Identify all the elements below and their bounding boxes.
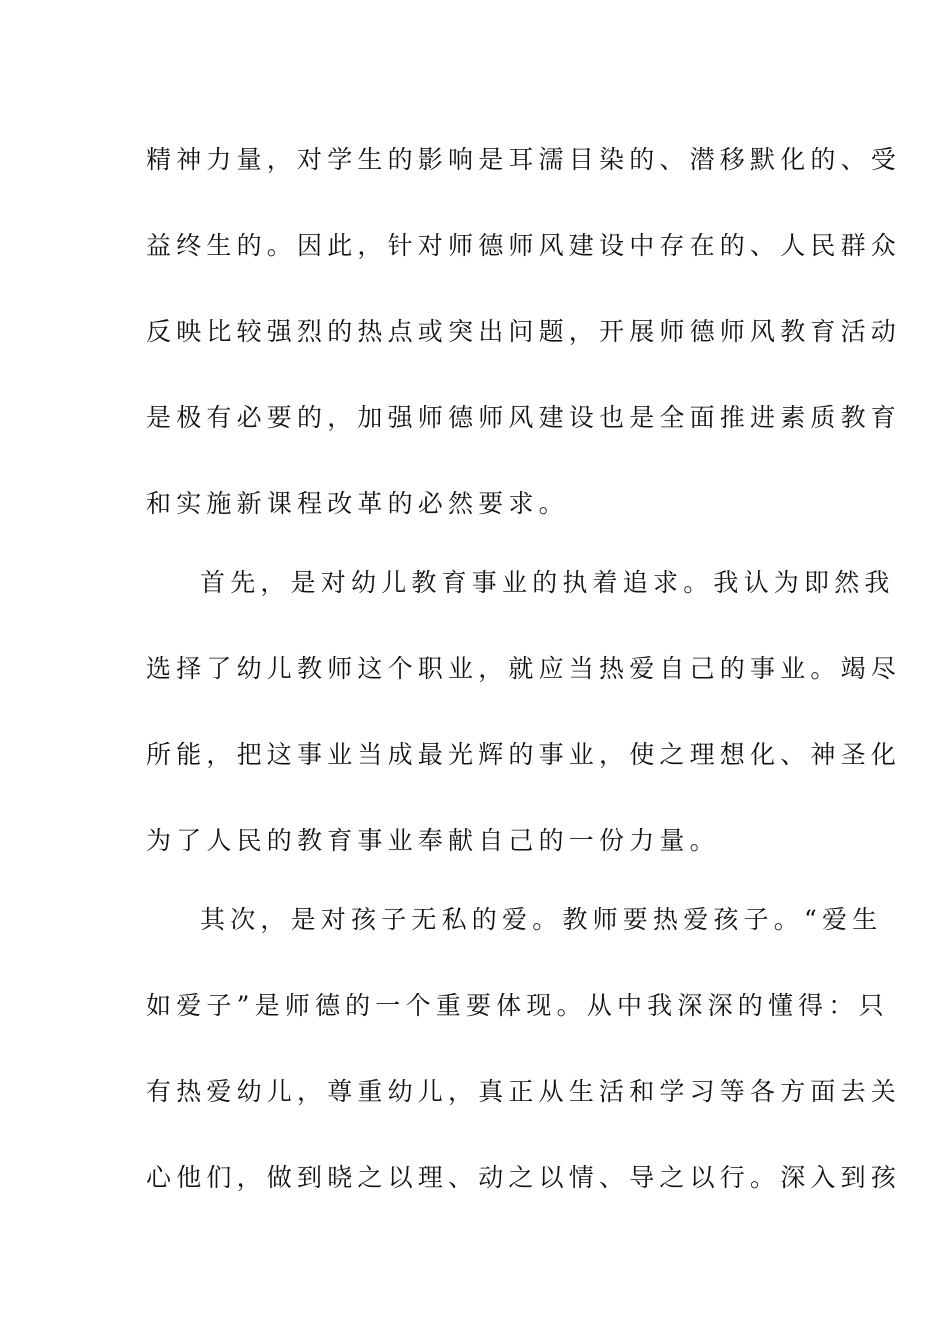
paragraph-first-line: 其次，是对孩子无私的爱。教师要热爱孩子。“爱生 [200,905,883,934]
text-line: 精神力量，对学生的影响是耳濡目染的、潜移默化的、受 [146,145,902,174]
text-line: 选择了幼儿教师这个职业，就应当热爱自己的事业。竭尽 [146,654,902,683]
text-line: 和实施新课程改革的必然要求。 [146,489,569,518]
text-line: 益终生的。因此，针对师德师风建设中存在的、人民群众 [146,231,902,260]
paragraph-first-line: 首先，是对幼儿教育事业的执着追求。我认为即然我 [200,568,895,597]
text-line: 是极有必要的，加强师德师风建设也是全面推进素质教育 [146,403,902,432]
text-line: 为了人民的教育事业奉献自己的一份力量。 [146,826,720,855]
text-line: 反映比较强烈的热点或突出问题，开展师德师风教育活动 [146,317,902,346]
text-line: 有热爱幼儿，尊重幼儿，真正从生活和学习等各方面去关 [146,1077,902,1106]
text-line: 所能，把这事业当成最光辉的事业，使之理想化、神圣化 [146,740,902,769]
text-line: 心他们，做到晓之以理、动之以情、导之以行。深入到孩 [146,1163,902,1192]
text-line: 如爱子”是师德的一个重要体现。从中我深深的懂得：只 [146,991,889,1020]
